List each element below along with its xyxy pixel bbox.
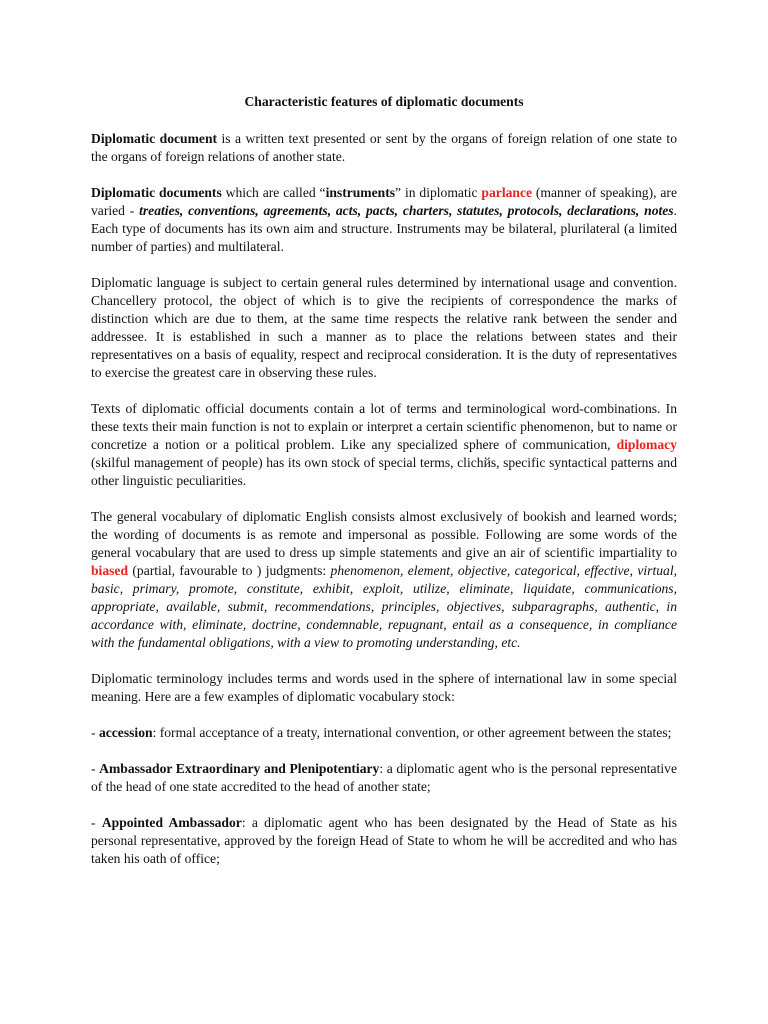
entry-definition: : formal acceptance of a treaty, international convention, or other agreement between the states; (152, 725, 672, 740)
paragraph-text: (manner of speaking), are varied - (91, 185, 677, 218)
paragraph-instruments (91, 184, 677, 256)
paragraph-diplomatic-language: Diplomatic language is subject to certain general rules determined by international usage and convention. Chancellery protocol, the object of which is to give the recipients of correspondence the marks of distinction which are due to them, at the same time respects the relative rank between the sender and addressee. It is established in such a manner as to place the relations between states and their representatives on a basis of equality, respect and reciprocal consideration. It is the duty of representatives to exercise the greatest care in observing these rules. (91, 275, 677, 380)
paragraph-text: (partial, favourable to ) judgments: (128, 563, 331, 578)
paragraph-text: The general vocabulary of diplomatic English consists almost exclusively of bookish and learned words; the wording of documents is as remote and impersonal as possible. Following are some words of the general vocabulary that are used to dress up simple statements and give an air of scientific impartiality to (91, 509, 677, 560)
paragraph-definition (91, 130, 677, 166)
entry-term: Appointed Ambassador (101, 815, 242, 830)
paragraph-general-vocabulary (91, 508, 677, 652)
entry-dash: - (91, 815, 102, 830)
paragraph-text: . Each type of documents has its own aim and structure. Instruments may be bilateral, plurilateral (a limited number of parties) and multilateral. (91, 203, 677, 254)
paragraph-text: is a written text presented or sent by the organs of foreign relation of one state to the organs of foreign relations of another state. (91, 131, 677, 164)
paragraph-text: (skilful management of people) has its own stock of special terms, clichйs, specific syntactical patterns and other linguistic peculiarities. (91, 455, 677, 488)
entry-term: Ambassador Extraordinary and Plenipotentiary (99, 761, 380, 776)
instrument-types-list: treaties, conventions, agreements, acts, pacts, charters, statutes, protocols, declarations, notes (139, 203, 674, 218)
term-diplomatic-document: Diplomatic document (91, 131, 218, 146)
glossary-entry-appointed-ambassador (91, 814, 677, 868)
paragraph-text: which are called “ (221, 185, 326, 200)
entry-definition: : a diplomatic agent who is the personal representative of the head of one state accredited to the head of another state; (91, 761, 677, 794)
document-title: Characteristic features of diplomatic documents (244, 94, 524, 109)
term-diplomatic-documents: Diplomatic documents (91, 185, 222, 200)
entry-term: accession (98, 725, 153, 740)
glossary-entry-ambassador-extraordinary (91, 760, 677, 796)
paragraph-text: ” in diplomatic (395, 185, 482, 200)
highlight-biased: biased (91, 563, 129, 578)
entry-dash: - (91, 761, 100, 776)
paragraph-terminology: Diplomatic terminology includes terms and words used in the sphere of international law in some special meaning. Here are a few examples of diplomatic vocabulary stock: (91, 671, 677, 704)
paragraph-terms (91, 400, 677, 490)
highlight-diplomacy: diplomacy (616, 437, 677, 452)
paragraph-text: Texts of diplomatic official documents contain a lot of terms and terminological word-combinations. In these texts their main function is not to explain or interpret a certain scientific phenomenon, but to name or concretize a notion or a political problem. Like any specialized sphere of communication, (91, 401, 677, 452)
entry-definition: : a diplomatic agent who has been designated by the Head of State as his personal representative, approved by the foreign Head of State to whom he will be accredited and who has taken his oath of office; (91, 815, 677, 866)
vocabulary-word-list: phenomenon, element, objective, categorical, effective, virtual, basic, primary, promote, constitute, exhibit, exploit, utilize, eliminate, liquidate, communications, appropriate, available, submit, recommendations, principles, objectives, subparagraphs, authentic, in accordance with, eliminate, doctrine, condemnable, repugnant, entail as a consequence, in compliance with the fundamental obligations, with a view to promoting understanding, etc. (91, 563, 678, 650)
entry-dash: - (91, 725, 99, 740)
term-instruments: instruments (325, 185, 396, 200)
glossary-entry-accession (91, 724, 677, 742)
highlight-parlance: parlance (481, 185, 533, 200)
